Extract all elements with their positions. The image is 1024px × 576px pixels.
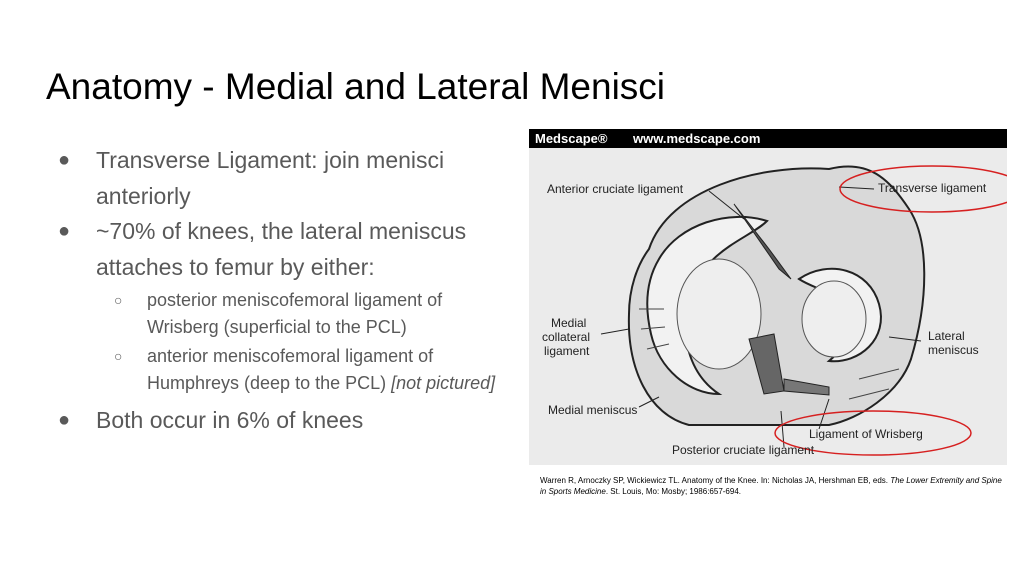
label-medial-collateral-1: Medial [551,316,587,330]
label-lateral-meniscus-2: meniscus [928,343,979,357]
bullet-dot-icon: ● [58,149,71,171]
bullet-text: Transverse Ligament: join menisci anteriorly [96,147,445,209]
label-transverse-ligament: Transverse ligament [878,181,987,195]
medial-articular-surface [677,259,761,369]
figure-citation [540,475,1010,497]
sub-bullet-italic-note: [not pictured] [391,373,496,393]
bullet-item [58,143,498,214]
bullet-dot-icon: ● [58,220,71,242]
label-medial-meniscus: Medial meniscus [548,403,638,417]
figure-brand: Medscape® [535,131,608,146]
label-lateral-meniscus-1: Lateral [928,329,965,343]
label-medial-collateral-3: ligament [544,344,590,358]
citation-book-title: The Lower Extremity and Spine in Sports Medicine [540,476,1002,496]
knee-anatomy-figure [529,129,1007,465]
label-medial-collateral-2: collateral [542,330,591,344]
slide-title: Anatomy - Medial and Lateral Menisci [46,66,666,107]
bullet-list [58,143,498,439]
hollow-bullet-icon: ○ [114,292,123,308]
label-ligament-of-wrisberg: Ligament of Wrisberg [809,427,923,441]
label-anterior-cruciate-ligament: Anterior cruciate ligament [547,182,684,196]
citation-text: Warren R, Arnoczky SP, Wickiewicz TL. Anatomy of the Knee. In: Nicholas JA, Hershman EB, eds. [540,476,891,485]
hollow-bullet-icon: ○ [114,348,123,364]
sub-bullet-item [58,343,498,397]
bullet-dot-icon: ● [58,409,71,431]
bullet-item [58,403,498,439]
figure-url: www.medscape.com [633,131,761,146]
bullet-text: Both occur in 6% of knees [96,407,364,433]
sub-bullet-text: anterior meniscofemoral ligament of Humphreys (deep to the PCL) [147,346,434,393]
bullet-text: ~70% of knees, the lateral meniscus attaches to femur by either: [96,218,467,280]
sub-bullet-text: posterior meniscofemoral ligament of Wrisberg (superficial to the PCL) [147,290,443,337]
sub-bullet-item [58,287,498,341]
label-posterior-cruciate-ligament: Posterior cruciate ligament [672,443,815,457]
bullet-item [58,214,498,285]
lateral-articular-surface [802,281,866,357]
citation-tail: . St. Louis, Mo: Mosby; 1986:657-694. [605,487,741,496]
